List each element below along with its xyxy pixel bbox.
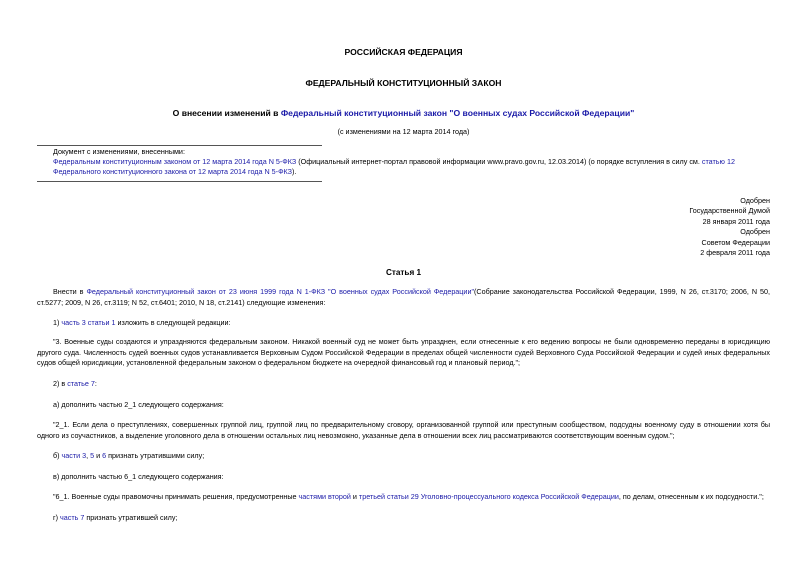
item-2-prefix: 2) в bbox=[53, 379, 68, 388]
quote-2-text: "2_1. Если дела о преступлениях, совершенных группой лиц, группой лиц по предварительному сговору, организованной группой или преступным сообществом, подсудны военному суду в отношении хотя бы одного из соучастников, а выделение уголовного дела в отношении остальных лиц невозможно, указанные дела в отношении всех лиц рассматриваются соответствующим военным судом."; bbox=[37, 420, 770, 440]
article-title: Статья 1 bbox=[385, 268, 422, 277]
item-v-text: в) дополнить частью 6_1 следующего содержания: bbox=[53, 472, 224, 481]
quote-3-suffix: , по делам, отнесенным к их подсудности."; bbox=[618, 492, 764, 501]
quote-1 bbox=[37, 337, 770, 369]
item-b-prefix: б) bbox=[53, 451, 62, 460]
item-2 bbox=[37, 379, 770, 390]
federation-heading: РОССИЙСКАЯ ФЕДЕРАЦИЯ bbox=[344, 47, 463, 57]
item-b-suffix: признать утратившими силу; bbox=[106, 451, 205, 460]
item-b-link-5[interactable]: 5 bbox=[90, 451, 95, 460]
law-title-prefix: О внесении изменений в bbox=[172, 108, 281, 118]
intro-suffix: (Собрание законодательства Российской Федерации, 1999, N 26, ст.3170; 2006, N 50, ст.5277; 2009, N 26, ст.3119; N 52, ст.6401; 2010, N 18, ст.2141) следующие изменения: bbox=[37, 287, 770, 307]
item-a bbox=[37, 400, 770, 411]
item-b bbox=[37, 451, 770, 462]
bottom-divider bbox=[37, 181, 322, 182]
item-1-link-part[interactable]: часть 3 bbox=[61, 318, 86, 327]
item-1-link-article[interactable]: статьи 1 bbox=[87, 318, 116, 327]
doc-note-link1[interactable]: Федеральным конституционным законом от 12 марта 2014 года N 5-ФКЗ bbox=[53, 157, 297, 167]
quote-3-and: и bbox=[350, 492, 359, 501]
item-g-prefix: г) bbox=[53, 513, 61, 522]
quote-1-text: "3. Военные суды создаются и упраздняются федеральным законом. Никакой военный суд не может быть упразднен, если отнесенные к его ведению вопросы не были одновременно переданы в юрисдикцию другого суда. Численность судей военных судов устанавливается Верховным Судом Российской Федерации в пределах общей численности судей Верховного Суда Российской Федерации и судей иных федеральных судов общей юрисдикции, установленной федеральным законом о федеральном бюджете на очередной финансовый год и плановый период."; bbox=[37, 337, 770, 368]
doc-note-link2[interactable]: статью 12 Федерального конституционного закона от 12 марта 2014 года N 5-ФКЗ bbox=[53, 157, 735, 177]
law-title bbox=[0, 108, 807, 118]
doc-note-line2 bbox=[37, 157, 770, 177]
approved-council-3: 2 февраля 2011 года bbox=[700, 248, 770, 258]
item-1-suffix: изложить в следующей редакции: bbox=[115, 318, 231, 327]
doc-note-text2: ). bbox=[291, 167, 297, 177]
item-b-link-6[interactable]: 6 bbox=[102, 451, 107, 460]
item-g-link[interactable]: часть 7 bbox=[60, 513, 85, 522]
approved-duma-2: Государственной Думой bbox=[689, 206, 770, 216]
law-title-link[interactable]: Федеральный конституционный закон "О военных судах Российской Федерации" bbox=[280, 108, 635, 118]
law-type-heading: ФЕДЕРАЛЬНЫЙ КОНСТИТУЦИОННЫЙ ЗАКОН bbox=[305, 78, 502, 88]
item-2-link[interactable]: статье 7 bbox=[67, 379, 95, 388]
top-divider bbox=[37, 145, 322, 146]
item-a-text: а) дополнить частью 2_1 следующего содержания: bbox=[53, 400, 224, 409]
item-b-link-3[interactable]: части 3 bbox=[61, 451, 87, 460]
amendments-subtitle: (с изменениями на 12 марта 2014 года) bbox=[337, 127, 470, 136]
item-1 bbox=[37, 318, 770, 329]
quote-3-link-code[interactable]: третьей статьи 29 Уголовно-процессуального кодекса Российской Федерации bbox=[358, 492, 619, 501]
quote-3-prefix: "6_1. Военные суды правомочны принимать решения, предусмотренные bbox=[53, 492, 299, 501]
approved-council-1: Одобрен bbox=[740, 227, 770, 237]
item-1-prefix: 1) bbox=[53, 318, 62, 327]
item-g bbox=[37, 513, 770, 524]
approved-duma-3: 28 января 2011 года bbox=[702, 216, 770, 226]
approved-duma-1: Одобрен bbox=[740, 196, 770, 205]
item-b-sep2: и bbox=[94, 451, 103, 460]
item-2-suffix: : bbox=[94, 379, 97, 388]
quote-3 bbox=[37, 492, 770, 503]
approval-block bbox=[470, 196, 770, 258]
item-b-sep1: , bbox=[86, 451, 91, 460]
item-g-suffix: признать утратившей силу; bbox=[84, 513, 178, 522]
quote-2 bbox=[37, 420, 770, 441]
doc-note bbox=[37, 147, 770, 178]
item-v bbox=[37, 472, 770, 483]
quote-3-link-parts[interactable]: частями второй bbox=[298, 492, 351, 501]
article-intro bbox=[37, 287, 770, 308]
intro-prefix: Внести в bbox=[53, 287, 87, 296]
doc-note-text1: (Официальный интернет-портал правовой информации www.pravo.gov.ru, 12.03.2014) (о порядке вступления в силу см. bbox=[296, 157, 702, 167]
doc-note-line1: Документ с изменениями, внесенными: bbox=[53, 147, 185, 156]
approved-council-2: Советом Федерации bbox=[701, 237, 770, 247]
intro-link[interactable]: Федеральный конституционный закон от 23 июня 1999 года N 1-ФКЗ "О военных судах Российской Федерации" bbox=[86, 287, 475, 296]
